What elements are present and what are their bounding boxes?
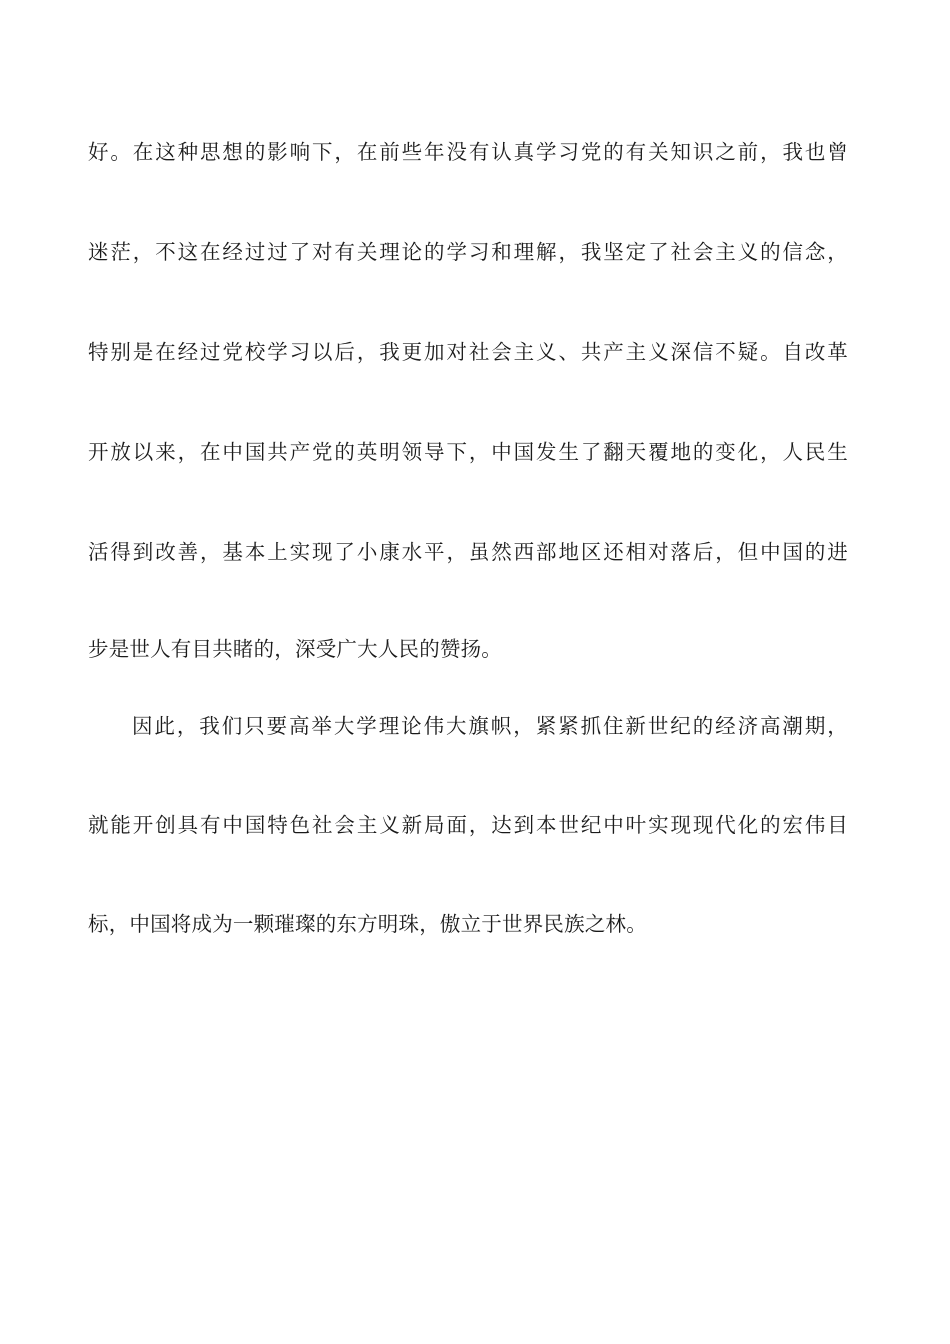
- text-line: 活得到改善，基本上实现了小康水平，虽然西部地区还相对落后，但中国的进: [88, 540, 848, 564]
- text-line: 标，中国将成为一颗璀璨的东方明珠，傲立于世界民族之林。: [88, 912, 647, 936]
- text-line: 就能开创具有中国特色社会主义新局面，达到本世纪中叶实现现代化的宏伟目: [88, 813, 848, 837]
- text-line: 因此，我们只要高举大学理论伟大旗帜，紧紧抓住新世纪的经济高潮期，: [132, 714, 848, 738]
- text-line: 步是世人有目共睹的，深受广大人民的赞扬。: [88, 637, 502, 661]
- text-line: 迷茫，不这在经过过了对有关理论的学习和理解，我坚定了社会主义的信念，: [88, 240, 848, 264]
- text-line: 开放以来，在中国共产党的英明领导下，中国发生了翻天覆地的变化，人民生: [88, 440, 848, 464]
- text-line: 好。在这种思想的影响下，在前些年没有认真学习党的有关知识之前，我也曾: [88, 140, 848, 164]
- text-line: 特别是在经过党校学习以后，我更加对社会主义、共产主义深信不疑。自改革: [88, 340, 848, 364]
